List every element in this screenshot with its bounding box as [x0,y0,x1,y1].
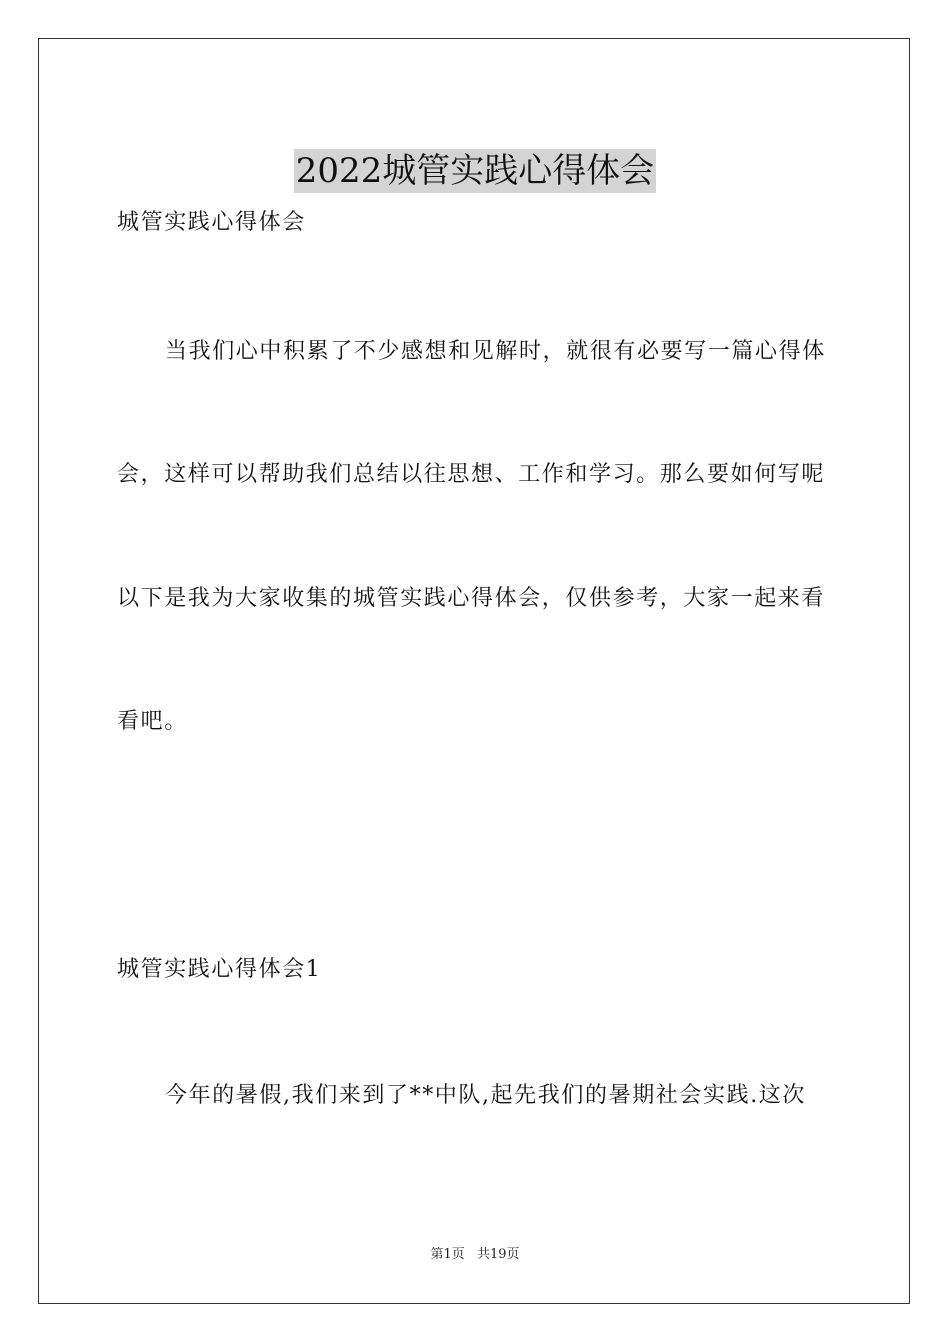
paragraph-line: 会，这样可以帮助我们总结以往思想、工作和学习。那么要如何写呢 [117,462,826,487]
paragraph-line: 看吧。 [117,709,188,734]
section-heading: 城管实践心得体会1 [117,957,322,982]
document-title: 2022城管实践心得体会 [295,150,655,191]
title-container [0,126,950,216]
page-number: 第1页 [430,1247,465,1262]
page-total: 共19页 [476,1247,520,1262]
paragraph-line: 当我们心中积累了不少感想和见解时，就很有必要写一篇心得体 [165,339,826,364]
subtitle-line: 城管实践心得体会 [117,210,306,235]
paragraph-line: 以下是我为大家收集的城管实践心得体会，仅供参考，大家一起来看 [117,586,826,611]
paragraph-line: 今年的暑假,我们来到了**中队,起先我们的暑期社会实践.这次 [165,1083,806,1108]
page-footer [0,1246,950,1264]
